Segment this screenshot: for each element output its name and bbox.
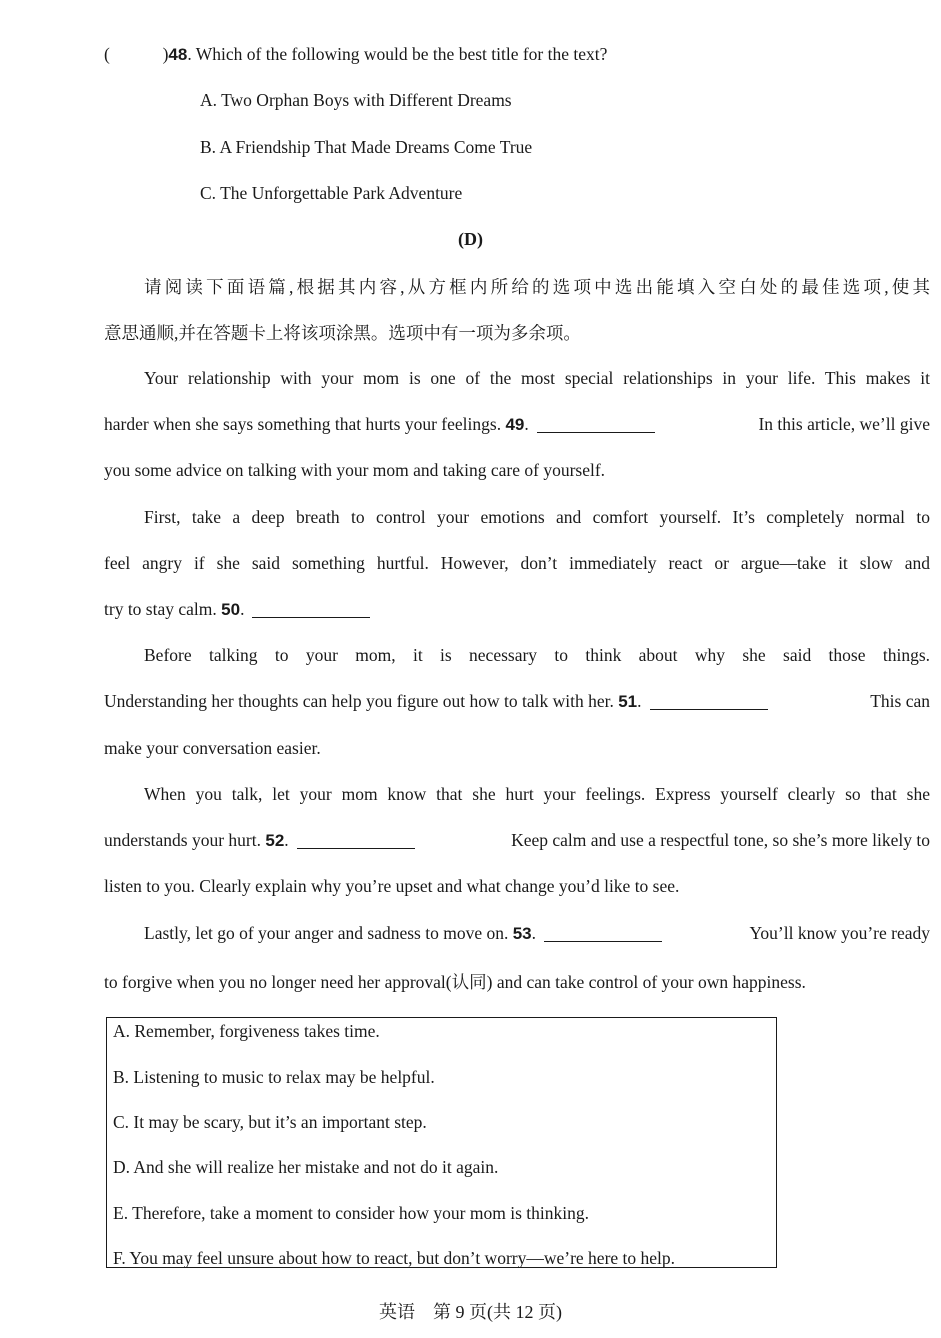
p3-line-3: make your conversation easier.: [104, 738, 321, 758]
p3-line-1: Before talking to your mom, it is necessary to think about why she said those things.: [144, 645, 930, 665]
p3-text-after: This can: [870, 691, 930, 711]
p3-line-2: Understanding her thoughts can help you figure out how to talk with her. 51. This can: [104, 691, 930, 711]
option-c: C. The Unforgettable Park Adventure: [200, 183, 463, 203]
p5-line-1: Lastly, let go of your anger and sadness to move on. 53. You’ll know you’re ready: [144, 923, 930, 943]
p4-text-after: Keep calm and use a respectful tone, so she’s more likely to: [511, 830, 930, 850]
blank-51-number: 51: [618, 692, 638, 711]
page-footer: 英语 第 9 页(共 12 页): [379, 1302, 562, 1322]
p1-line-3: you some advice on talking with your mom and taking care of yourself.: [104, 460, 606, 480]
blank-49-number: 49: [505, 415, 525, 434]
blank-49[interactable]: [537, 418, 655, 433]
box-option-e: E. Therefore, take a moment to consider how your mom is thinking.: [113, 1203, 589, 1223]
p1-line-2: harder when she says something that hurts your feelings. 49. In this article, we’ll give: [104, 414, 930, 434]
p4-line-3: listen to you. Clearly explain why you’re upset and what change you’d like to see.: [104, 876, 680, 896]
p2-line-1: First, take a deep breath to control your emotions and comfort yourself. It’s completely normal to: [144, 507, 930, 527]
box-option-b: B. Listening to music to relax may be helpful.: [113, 1067, 435, 1087]
p4-text-before: understands your hurt.: [104, 830, 261, 850]
p2-line-2: feel angry if she said something hurtful. However, don’t immediately react or argue—take it slow and: [104, 553, 930, 573]
blank-52[interactable]: [297, 834, 415, 849]
question-48: [104, 44, 607, 65]
box-option-a: A. Remember, forgiveness takes time.: [113, 1021, 380, 1041]
answer-paren-close: ): [162, 44, 169, 64]
option-a: A. Two Orphan Boys with Different Dreams: [200, 90, 512, 110]
p2-text-before: try to stay calm.: [104, 599, 217, 619]
option-b: B. A Friendship That Made Dreams Come True: [200, 137, 533, 157]
blank-50[interactable]: [252, 603, 370, 618]
question-number: 48: [168, 45, 188, 64]
p5-text-after: You’ll know you’re ready: [749, 923, 930, 943]
p3-text-before: Understanding her thoughts can help you figure out how to talk with her.: [104, 691, 614, 711]
blank-52-number: 52: [265, 831, 285, 850]
blank-53-number: 53: [512, 924, 532, 943]
p5-text-before: Lastly, let go of your anger and sadness to move on.: [144, 923, 509, 943]
blank-50-number: 50: [221, 600, 241, 619]
box-option-c: C. It may be scary, but it’s an important step.: [113, 1112, 427, 1132]
instructions-line-1: 请阅读下面语篇,根据其内容,从方框内所给的选项中选出能填入空白处的最佳选项,使其: [144, 277, 930, 297]
p4-line-2: understands your hurt. 52. Keep calm and use a respectful tone, so she’s more likely to: [104, 830, 930, 850]
section-heading: (D): [458, 229, 483, 249]
p1-line-1: Your relationship with your mom is one of the most special relationships in your life. This makes it: [144, 368, 930, 388]
blank-53[interactable]: [544, 927, 662, 942]
box-option-d: D. And she will realize her mistake and not do it again.: [113, 1157, 499, 1177]
p1-text-before: harder when she says something that hurts your feelings.: [104, 414, 502, 434]
blank-51[interactable]: [650, 695, 768, 710]
p1-text-after: In this article, we’ll give: [758, 414, 930, 434]
p2-line-3: try to stay calm. 50.: [104, 599, 930, 620]
box-option-f: F. You may feel unsure about how to react, but don’t worry—we’re here to help.: [113, 1248, 676, 1268]
answer-paren-open: (: [104, 44, 110, 64]
instructions-line-2: 意思通顺,并在答题卡上将该项涂黑。选项中有一项为多余项。: [104, 323, 581, 343]
p4-line-1: When you talk, let your mom know that she hurt your feelings. Express yourself clearly so that she: [144, 784, 930, 804]
question-text: . Which of the following would be the best title for the text?: [187, 44, 608, 64]
p5-line-2: to forgive when you no longer need her approval(认同) and can take control of your own happiness.: [104, 972, 806, 992]
options-box: [106, 1017, 777, 1268]
